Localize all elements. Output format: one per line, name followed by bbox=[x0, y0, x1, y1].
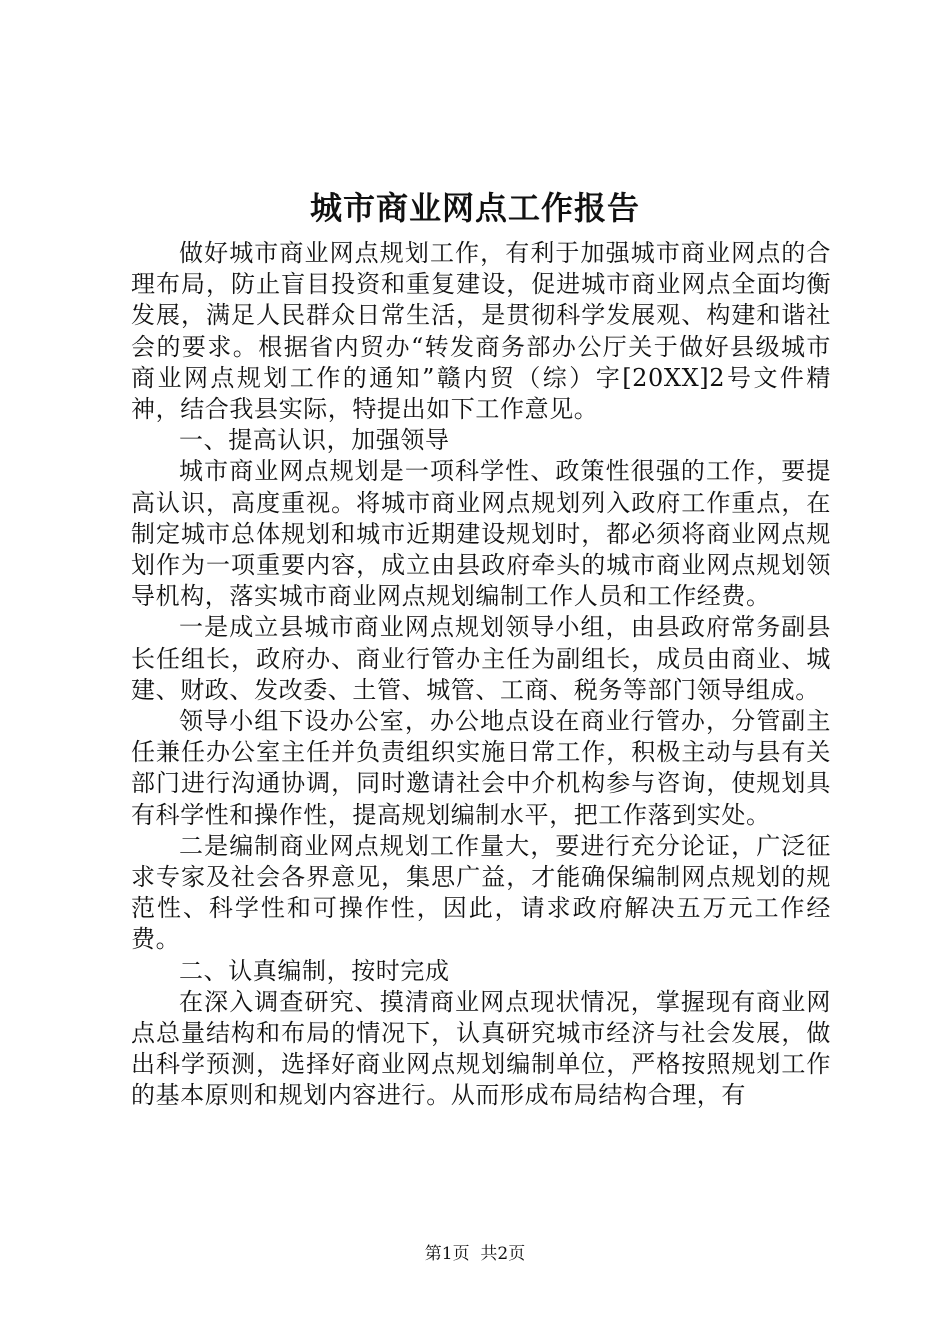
document-body bbox=[131, 238, 831, 1112]
paragraph: 一是成立县城市商业网点规划领导小组，由县政府常务副县长任组长，政府办、商业行管办主任为副组长，成员由商业、城建、财政、发改委、土管、城管、工商、税务等部门领导组成。 bbox=[131, 613, 831, 704]
page-total: 共2页 bbox=[480, 1244, 526, 1264]
footer-spacer bbox=[470, 1244, 481, 1264]
document-title: 城市商业网点工作报告 bbox=[309, 189, 640, 227]
paragraph-intro: 做好城市商业网点规划工作，有利于加强城市商业网点的合理布局，防止盲目投资和重复建设，促进城市商业网点全面均衡发展，满足人民群众日常生活，是贯彻科学发展观、构建和谐社会的要求。根据省内贸办“转发商务部办公厅关于做好县级城市商业网点规划工作的通知”赣内贸（综）字[20XX]2号文件精神，结合我县实际，特提出如下工作意见。 bbox=[131, 239, 831, 424]
page-footer bbox=[0, 1243, 950, 1265]
paragraph: 领导小组下设办公室，办公地点设在商业行管办，分管副主任兼任办公室主任并负责组织实施日常工作，积极主动与县有关部门进行沟通协调，同时邀请社会中介机构参与咨询，使规划具有科学性和操作性，提高规划编制水平，把工作落到实处。 bbox=[131, 707, 831, 829]
paragraph: 城市商业网点规划是一项科学性、政策性很强的工作，要提高认识，高度重视。将城市商业网点规划列入政府工作重点，在制定城市总体规划和城市近期建设规划时，都必须将商业网点规划作为一项重要内容，成立由县政府牵头的城市商业网点规划领导机构，落实城市商业网点规划编制工作人员和工作经费。 bbox=[131, 457, 831, 611]
page-number: 第1页 bbox=[424, 1244, 470, 1264]
paragraph: 二是编制商业网点规划工作量大，要进行充分论证，广泛征求专家及社会各界意见，集思广益，才能确保编制网点规划的规范性、科学性和可操作性，因此，请求政府解决五万元工作经费。 bbox=[131, 831, 831, 954]
paragraph: 在深入调查研究、摸清商业网点现状情况，掌握现有商业网点总量结构和布局的情况下，认真研究城市经济与社会发展，做出科学预测，选择好商业网点规划编制单位，严格按照规划工作的基本原则和规划内容进行。从而形成布局结构合理，有 bbox=[131, 987, 831, 1110]
section-heading-2: 二、认真编制，按时完成 bbox=[179, 956, 450, 985]
section-heading-1: 一、提高认识，加强领导 bbox=[179, 426, 450, 455]
